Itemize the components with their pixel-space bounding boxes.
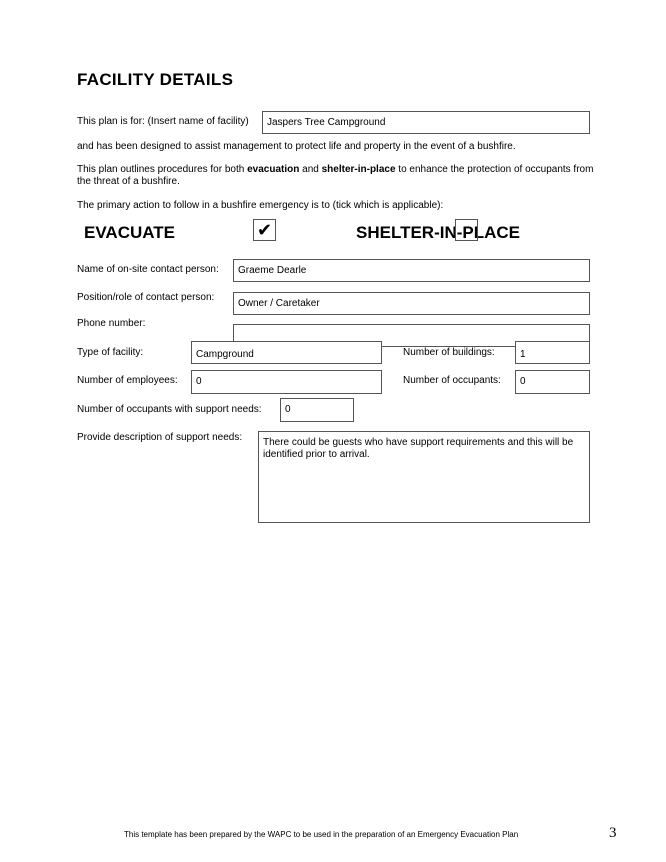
facility-type-field[interactable]: Campground [191,341,382,364]
employees-field[interactable]: 0 [191,370,382,394]
contact-name-field[interactable]: Graeme Dearle [233,259,590,282]
contact-name-label: Name of on-site contact person: [77,264,219,275]
outline-text: This plan outlines procedures for both evacuation and shelter-in-place to enhance the protection of occupants from the threat of a bushfire. [77,164,594,187]
plan-for-label: This plan is for: (Insert name of facility) [77,116,249,127]
shelter-in-place-checkbox[interactable] [455,219,478,241]
designed-text: and has been designed to assist management to protect life and property in the event of a bushfire. [77,141,516,152]
buildings-label: Number of buildings: [403,347,495,358]
support-occupants-label: Number of occupants with support needs: [77,404,262,415]
support-desc-label: Provide description of support needs: [77,432,243,443]
evacuate-label: EVACUATE [84,223,175,242]
facility-type-label: Type of facility: [77,347,144,358]
page-number: 3 [609,825,617,841]
footer-text: This template has been prepared by the WAPC to be used in the preparation of an Emergency Evacuation Plan [124,830,519,839]
evacuate-checkbox[interactable] [253,219,276,241]
support-occupants-field[interactable]: 0 [280,398,354,422]
occupants-label: Number of occupants: [403,375,501,386]
employees-label: Number of employees: [77,375,178,386]
phone-label: Phone number: [77,318,146,329]
shelter-in-place-label: SHELTER-IN-PLACE [356,223,521,242]
occupants-field[interactable]: 0 [515,370,590,394]
buildings-field[interactable]: 1 [515,341,590,364]
primary-action-text: The primary action to follow in a bushfire emergency is to (tick which is applicable): [77,200,444,211]
position-field[interactable]: Owner / Caretaker [233,292,590,315]
support-desc-field[interactable]: There could be guests who have support requirements and this will be identified prior to arrival. [258,431,590,523]
check-mark-icon: ✔ [256,220,273,240]
facility-name-field[interactable]: Jaspers Tree Campground [262,111,590,134]
page-title: FACILITY DETAILS [77,70,234,89]
position-label: Position/role of contact person: [77,292,215,303]
